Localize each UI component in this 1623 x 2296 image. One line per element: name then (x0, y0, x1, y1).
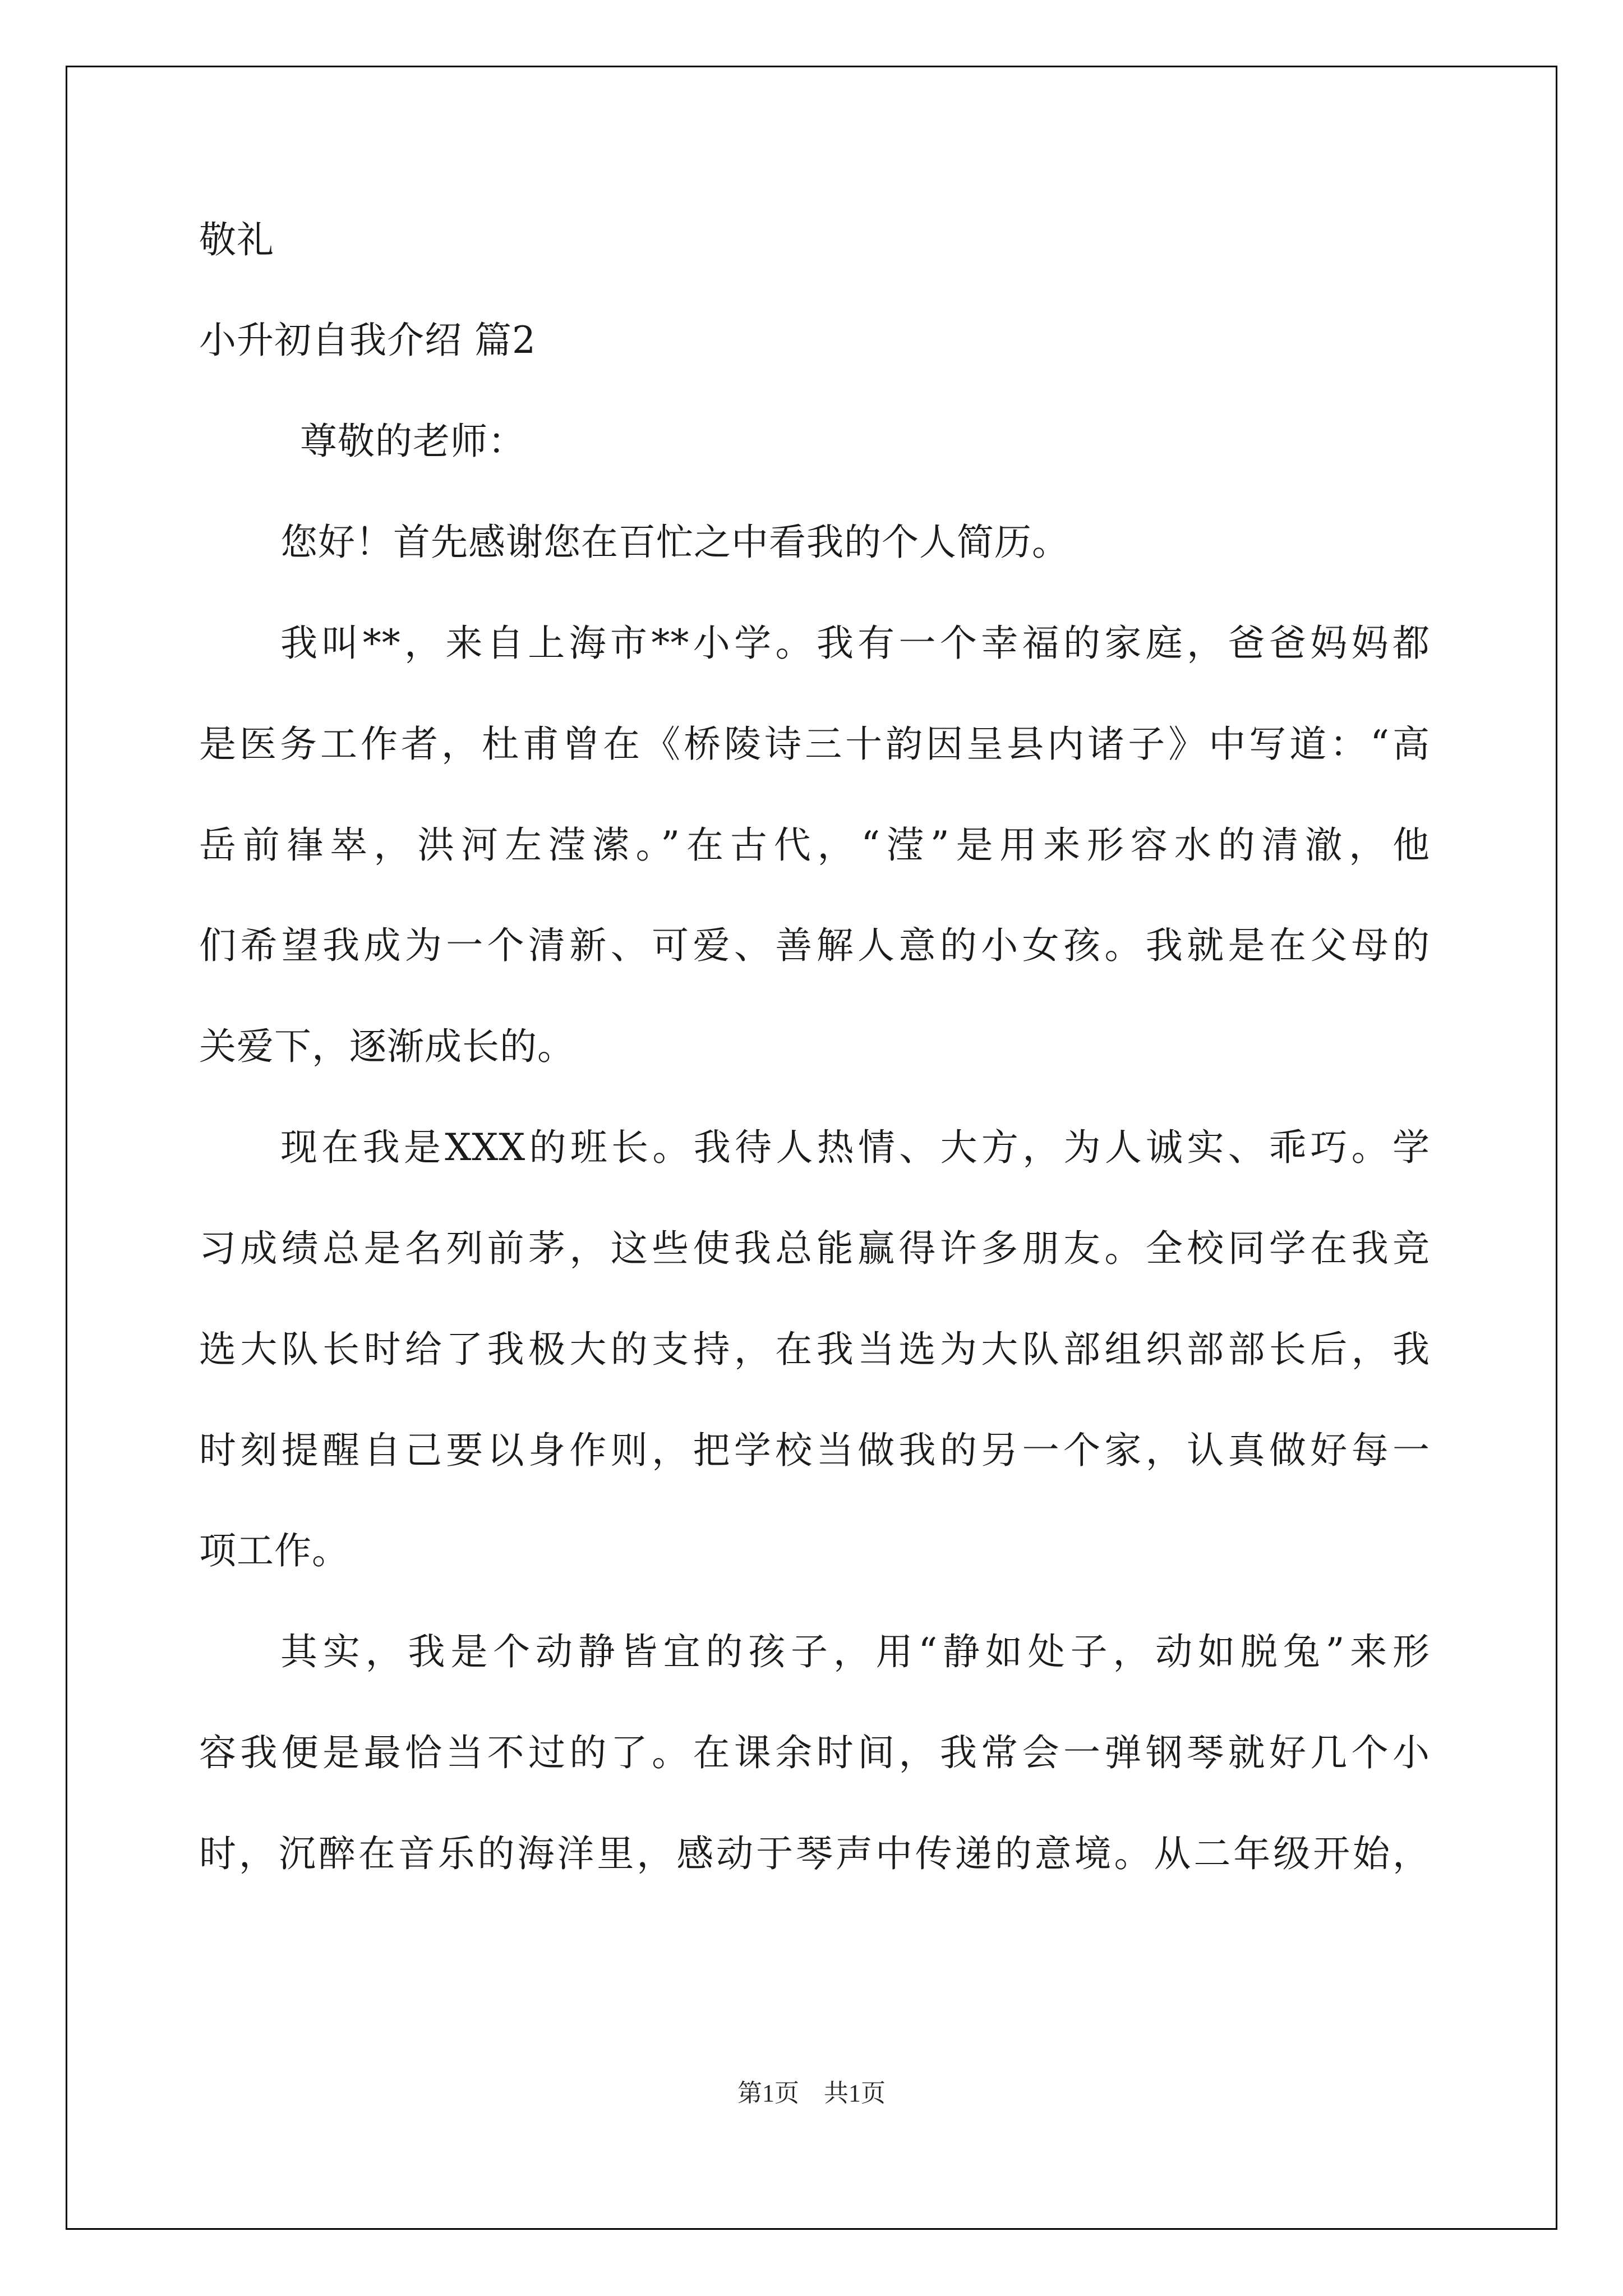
paragraph-line: 选大队长时给了我极大的支持，在我当选为大队部组织部部长后，我 (199, 1328, 1430, 1371)
paragraph-line: 岳前嵂崒，洪河左滢潆。”在古代，“滢”是用来形容水的清澈，他 (199, 823, 1430, 867)
paragraph-line: 是医务工作者，杜甫曾在《桥陵诗三十韵因呈县内诸子》中写道：“高 (199, 723, 1430, 766)
closing-text: 敬礼 (199, 218, 274, 261)
salutation: 尊敬的老师： (300, 420, 525, 463)
page-number-footer: 第1页 共1页 (737, 2079, 886, 2107)
paragraph-line: 其实，我是个动静皆宜的孩子，用“静如处子，动如脱兔”来形 (280, 1630, 1430, 1673)
paragraph-line: 项工作。 (199, 1529, 349, 1572)
paragraph-line: 习成绩总是名列前茅，这些使我总能赢得许多朋友。全校同学在我竞 (199, 1227, 1430, 1270)
paragraph-line: 时，沉醉在音乐的海洋里，感动于琴声中传递的意境。从二年级开始， (199, 1832, 1430, 1875)
paragraph-line: 容我便是最恰当不过的了。在课余时间，我常会一弹钢琴就好几个小 (199, 1731, 1430, 1774)
section-title: 小升初自我介绍 篇2 (199, 319, 536, 362)
paragraph-line: 您好！首先感谢您在百忙之中看我的个人简历。 (280, 521, 1069, 564)
paragraph-line: 我叫**，来自上海市**小学。我有一个幸福的家庭，爸爸妈妈都 (280, 622, 1430, 665)
paragraph-line: 时刻提醒自己要以身作则，把学校当做我的另一个家，认真做好每一 (199, 1429, 1430, 1472)
paragraph-line: 们希望我成为一个清新、可爱、善解人意的小女孩。我就是在父母的 (199, 924, 1430, 967)
paragraph-line: 关爱下，逐渐成长的。 (199, 1025, 575, 1068)
paragraph-line: 现在我是XXX的班长。我待人热情、大方，为人诚实、乖巧。学 (280, 1126, 1430, 1169)
